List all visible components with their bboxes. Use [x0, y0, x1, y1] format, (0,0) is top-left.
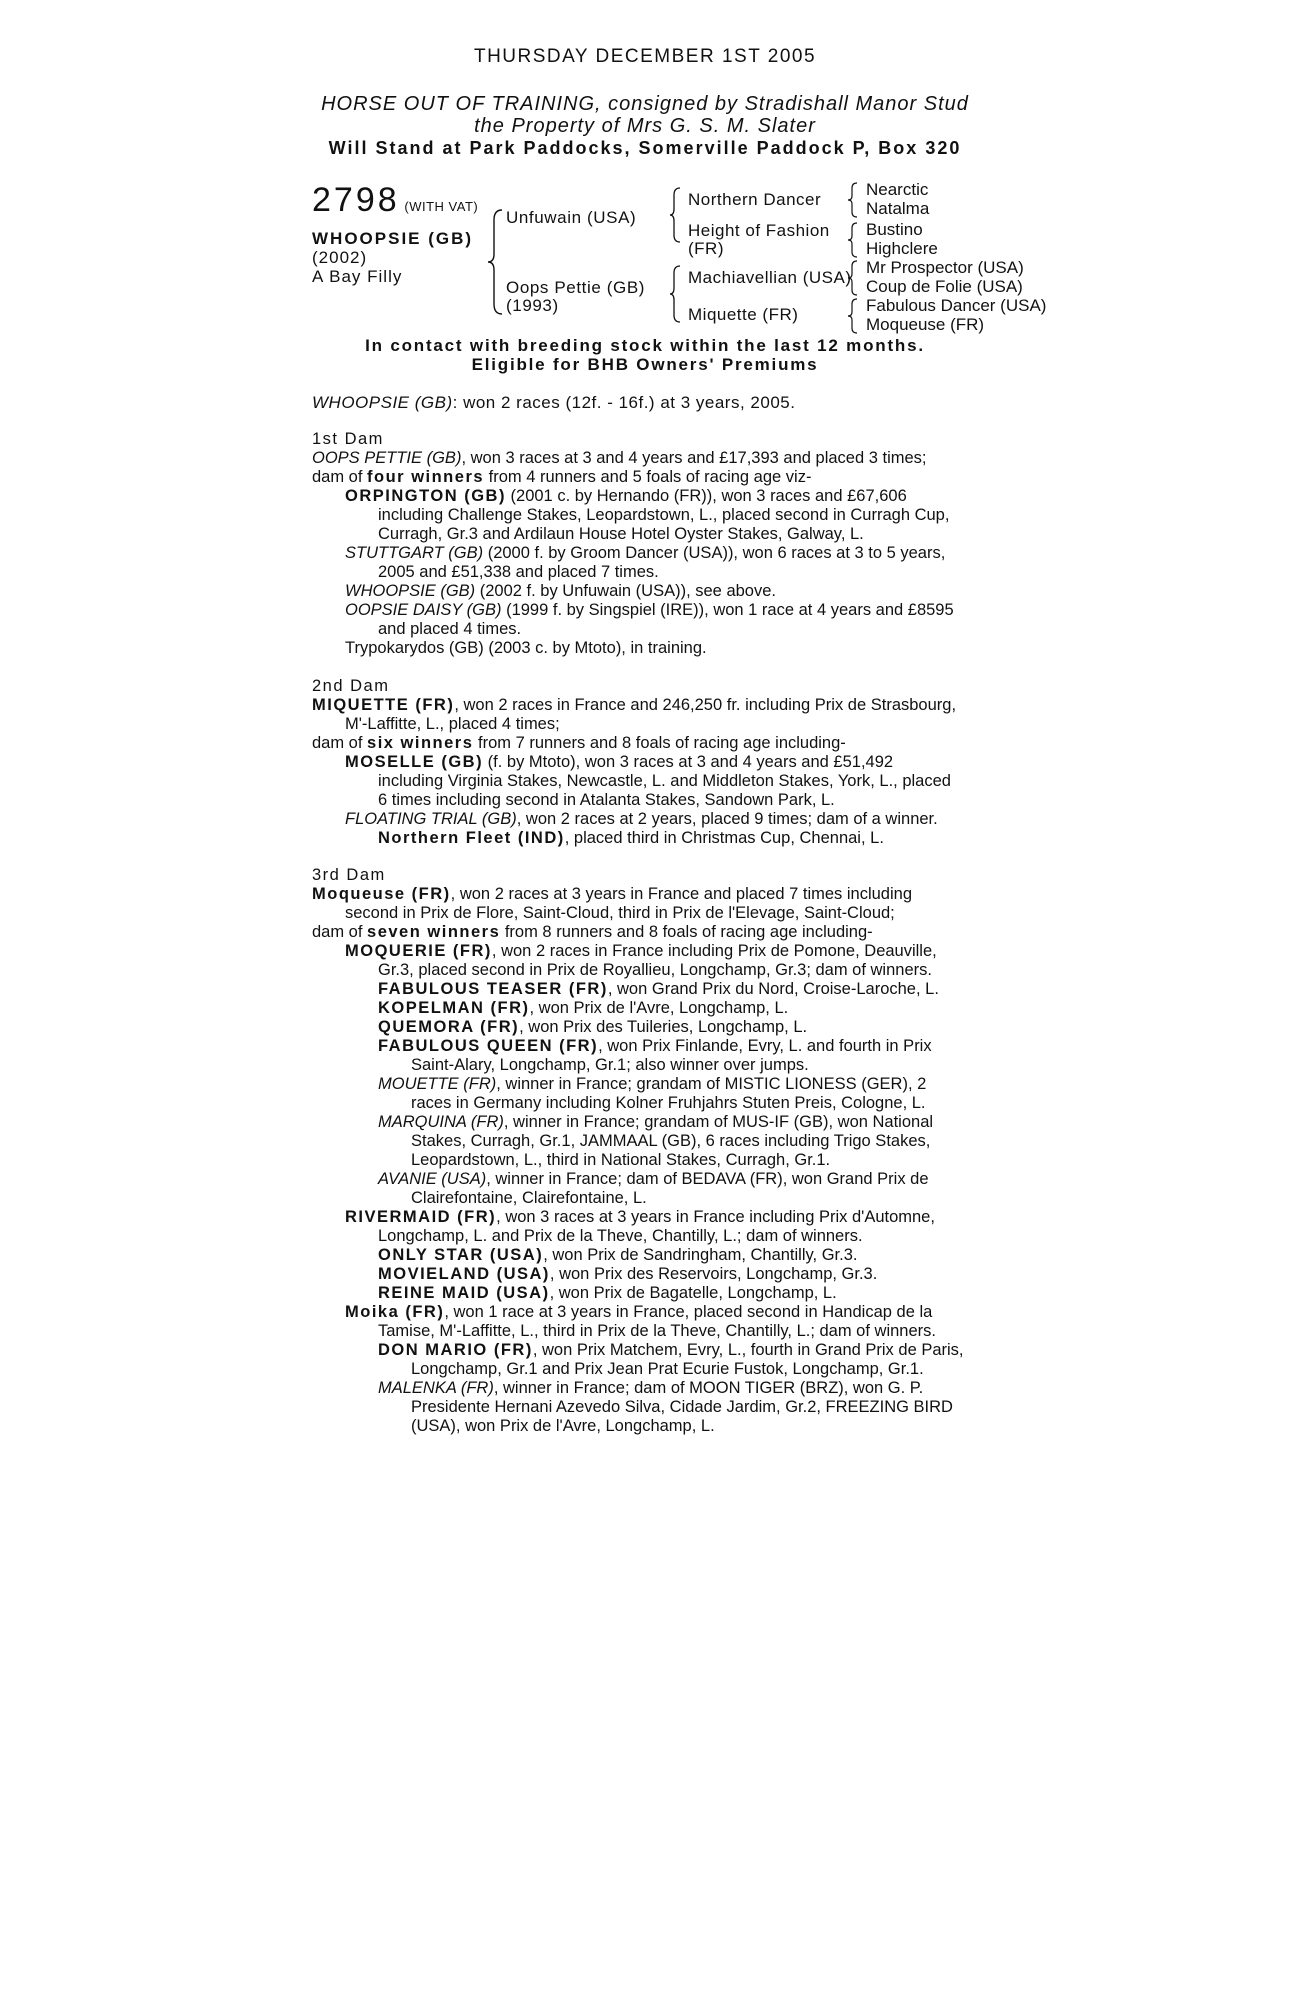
pedigree-g7: Fabulous Dancer (USA)	[866, 296, 1047, 315]
first-dam-heading: 1st Dam	[312, 430, 384, 448]
third-dam-winners: seven winners	[367, 923, 501, 941]
produce-entry	[312, 1341, 992, 1360]
pedigree-brace-4	[846, 181, 862, 219]
second-dam-record: , won 2 races in France and 246,250 fr. including Prix de Strasbourg,	[454, 696, 957, 714]
produce-text: Tamise, M'-Laffitte, L., third in Prix de la Theve, Chantilly, L.; dam of winners.	[378, 1322, 936, 1340]
produce-text: , won Prix des Reservoirs, Longchamp, Gr.3.	[549, 1265, 878, 1283]
third-dam-line	[312, 885, 992, 904]
produce-text: , won 3 races at 3 years in France including Prix d'Automne,	[496, 1208, 935, 1226]
pedigree-g1: Nearctic	[866, 180, 929, 199]
produce-text: , won Prix de Bagatelle, Longchamp, L.	[549, 1284, 837, 1302]
pedigree-sire-dam: Height of Fashion	[688, 221, 830, 240]
produce-entry	[312, 1360, 992, 1379]
pedigree-brace-3	[668, 264, 686, 324]
produce-entry	[312, 1151, 992, 1170]
produce-name: RIVERMAID (FR)	[345, 1208, 497, 1226]
third-dam-record: , won 2 races at 3 years in France and placed 7 times including	[450, 885, 913, 903]
first-dam-produce-line	[312, 468, 992, 487]
horse-year: (2002)	[312, 248, 368, 267]
produce-entry	[312, 1113, 992, 1132]
pedigree-brace-7	[846, 297, 862, 335]
pedigree-brace-5	[846, 221, 862, 259]
race-summary	[312, 393, 795, 412]
produce-name: ORPINGTON (GB)	[345, 487, 506, 505]
produce-entry	[312, 1227, 992, 1246]
second-dam-winners: six winners	[367, 734, 474, 752]
produce-entry	[312, 980, 992, 999]
produce-entry	[312, 1094, 992, 1113]
produce-entry: Trypokarydos (GB) (2003 c. by Mtoto), in training.	[345, 639, 707, 657]
produce-text: , won Prix Finlande, Evry, L. and fourth in Prix	[598, 1037, 932, 1055]
produce-text: (1999 f. by Singspiel (IRE)), won 1 race at 4 years and £8595	[501, 601, 954, 619]
produce-entry	[312, 753, 992, 772]
second-dam-section	[312, 677, 992, 848]
produce-text: 6 times including second in Atalanta Stakes, Sandown Park, L.	[378, 791, 835, 809]
first-dam-record: , won 3 races at 3 and 4 years and £17,393 and placed 3 times;	[461, 449, 927, 467]
pedigree-g2: Natalma	[866, 199, 930, 218]
produce-text: (2000 f. by Groom Dancer (USA)), won 6 races at 3 to 5 years,	[483, 544, 946, 562]
third-dam-produce-list	[312, 942, 992, 1436]
produce-text: , winner in France; grandam of MUS-IF (GB), won National	[503, 1113, 934, 1131]
third-dam-name: Moqueuse (FR)	[312, 885, 451, 903]
produce-entry	[312, 961, 992, 980]
produce-text: , placed third in Christmas Cup, Chennai, L.	[564, 829, 884, 847]
produce-text: (2001 c. by Hernando (FR)), won 3 races and £67,606	[505, 487, 907, 505]
horse-description: A Bay Filly	[312, 267, 403, 286]
second-dam-name: MIQUETTE (FR)	[312, 696, 455, 714]
produce-entry	[312, 1132, 992, 1151]
produce-entry	[312, 1246, 992, 1265]
pedigree-sire: Unfuwain (USA)	[506, 208, 637, 227]
pedigree-sire-sire: Northern Dancer	[688, 190, 822, 209]
produce-text: Longchamp, Gr.1 and Prix Jean Prat Ecurie Fustok, Longchamp, Gr.1.	[411, 1360, 924, 1378]
produce-entry	[312, 1018, 992, 1037]
third-dam-produce-pre: dam of	[312, 923, 368, 941]
third-dam-produce-post: from 8 runners and 8 foals of racing age including-	[500, 923, 873, 941]
produce-text: , won Grand Prix du Nord, Croise-Laroche, L.	[607, 980, 939, 998]
produce-text: , won Prix de Sandringham, Chantilly, Gr.3.	[543, 1246, 858, 1264]
produce-text: , winner in France; grandam of MISTIC LIONESS (GER), 2	[496, 1075, 927, 1093]
produce-entry	[312, 1284, 992, 1303]
produce-name: OOPSIE DAISY (GB)	[345, 601, 502, 619]
property-line: the Property of Mrs G. S. M. Slater	[474, 115, 816, 137]
second-dam-line	[312, 696, 992, 715]
eligibility-note: Eligible for BHB Owners' Premiums	[471, 355, 819, 374]
first-dam-section	[312, 430, 992, 658]
third-dam-heading: 3rd Dam	[312, 866, 386, 884]
lot-vat: (WITH VAT)	[404, 199, 479, 214]
first-dam-name: OOPS PETTIE (GB)	[312, 449, 462, 467]
produce-entry	[312, 1056, 992, 1075]
produce-text: , won 1 race at 3 years in France, placed second in Handicap de la	[444, 1303, 933, 1321]
produce-entry	[312, 1379, 992, 1398]
produce-name: Northern Fleet (IND)	[378, 829, 565, 847]
produce-name: STUTTGART (GB)	[345, 544, 484, 562]
first-dam-line	[312, 449, 992, 468]
produce-text: including Challenge Stakes, Leopardstown, L., placed second in Curragh Cup,	[378, 506, 950, 524]
produce-name: FABULOUS TEASER (FR)	[378, 980, 608, 998]
second-dam-produce-pre: dam of	[312, 734, 368, 752]
produce-entry	[312, 1075, 992, 1094]
pedigree-g6: Coup de Folie (USA)	[866, 277, 1023, 296]
produce-text: Clairefontaine, Clairefontaine, L.	[411, 1189, 647, 1207]
produce-name: MOQUERIE (FR)	[345, 942, 492, 960]
pedigree-g8: Moqueuse (FR)	[866, 315, 985, 334]
produce-text: and placed 4 times.	[378, 620, 522, 638]
summary-text: : won 2 races (12f. - 16f.) at 3 years, 2005.	[452, 393, 796, 412]
first-dam-winners: four winners	[367, 468, 485, 486]
produce-text: (USA), won Prix de l'Avre, Longchamp, L.	[411, 1417, 715, 1435]
third-dam-record-cont: second in Prix de Flore, Saint-Cloud, third in Prix de l'Elevage, Saint-Cloud;	[345, 904, 895, 922]
second-dam-record-cont: M'-Laffitte, L., placed 4 times;	[345, 715, 560, 733]
second-dam-produce-line	[312, 734, 992, 753]
produce-text: , won Prix des Tuileries, Longchamp, L.	[519, 1018, 808, 1036]
produce-name: REINE MAID (USA)	[378, 1284, 550, 1302]
produce-name: MOSELLE (GB)	[345, 753, 484, 771]
produce-entry	[312, 1398, 992, 1417]
produce-entry	[312, 810, 992, 829]
produce-text: 2005 and £51,338 and placed 7 times.	[378, 563, 659, 581]
pedigree-dam-year: (1993)	[506, 296, 559, 315]
produce-text: Presidente Hernani Azevedo Silva, Cidade Jardim, Gr.2, FREEZING BIRD	[411, 1398, 953, 1416]
produce-text: Longchamp, L. and Prix de la Theve, Chantilly, L.; dam of winners.	[378, 1227, 863, 1245]
second-dam-heading: 2nd Dam	[312, 677, 390, 695]
produce-entry	[312, 544, 992, 563]
produce-name: AVANIE (USA)	[378, 1170, 487, 1188]
produce-name: MOVIELAND (USA)	[378, 1265, 550, 1283]
produce-entry	[312, 1417, 992, 1436]
first-dam-produce-pre: dam of	[312, 468, 368, 486]
stand-line: Will Stand at Park Paddocks, Somerville Paddock P, Box 320	[328, 138, 962, 158]
pedigree-brace-2	[668, 186, 686, 244]
produce-text: races in Germany including Kolner Fruhjahrs Stuten Preis, Cologne, L.	[411, 1094, 926, 1112]
lot-number-block	[312, 182, 478, 218]
produce-entry	[312, 1208, 992, 1227]
first-dam-produce-post: from 4 runners and 5 foals of racing age viz-	[484, 468, 812, 486]
pedigree-g3: Bustino	[866, 220, 923, 239]
produce-name: MOUETTE (FR)	[378, 1075, 497, 1093]
produce-name: FLOATING TRIAL (GB)	[345, 810, 517, 828]
third-dam-produce-line	[312, 923, 992, 942]
produce-text: including Virginia Stakes, Newcastle, L. and Middleton Stakes, York, L., placed	[378, 772, 951, 790]
produce-text: (2002 f. by Unfuwain (USA)), see above.	[475, 582, 776, 600]
produce-entry	[312, 1189, 992, 1208]
consignor-line: HORSE OUT OF TRAINING, consigned by Stradishall Manor Stud	[321, 93, 969, 115]
produce-name: DON MARIO (FR)	[378, 1341, 533, 1359]
pedigree-dam-sire: Machiavellian (USA)	[688, 268, 852, 287]
produce-entry	[312, 1322, 992, 1341]
produce-name: KOPELMAN (FR)	[378, 999, 530, 1017]
lot-number: 2798	[312, 181, 400, 219]
produce-entry	[312, 1303, 992, 1322]
produce-entry	[312, 942, 992, 961]
produce-text: Gr.3, placed second in Prix de Royallieu, Longchamp, Gr.3; dam of winners.	[378, 961, 932, 979]
produce-text: Saint-Alary, Longchamp, Gr.1; also winner over jumps.	[411, 1056, 809, 1074]
produce-text: Curragh, Gr.3 and Ardilaun House Hotel Oyster Stakes, Galway, L.	[378, 525, 864, 543]
produce-name: MALENKA (FR)	[378, 1379, 494, 1397]
produce-text: (f. by Mtoto), won 3 races at 3 and 4 years and £51,492	[483, 753, 894, 771]
pedigree-sire-dam-country: (FR)	[688, 239, 724, 258]
produce-text: Leopardstown, L., third in National Stakes, Curragh, Gr.1.	[411, 1151, 831, 1169]
produce-entry	[312, 1265, 992, 1284]
produce-text: , won 2 races at 2 years, placed 9 times; dam of a winner.	[516, 810, 938, 828]
breeding-contact-note: In contact with breeding stock within the last 12 months.	[365, 336, 925, 355]
produce-name: QUEMORA (FR)	[378, 1018, 520, 1036]
produce-entry	[312, 1037, 992, 1056]
pedigree-brace-1	[486, 208, 508, 316]
produce-entry	[312, 487, 992, 506]
produce-text: , won 2 races in France including Prix de Pomone, Deauville,	[491, 942, 937, 960]
produce-entry	[312, 1170, 992, 1189]
produce-entry	[312, 829, 992, 848]
pedigree-g4: Highclere	[866, 239, 938, 258]
third-dam-section	[312, 866, 992, 1436]
sale-date: THURSDAY DECEMBER 1ST 2005	[473, 46, 817, 67]
pedigree-brace-6	[846, 259, 862, 297]
pedigree-g5: Mr Prospector (USA)	[866, 258, 1024, 277]
second-dam-produce-post: from 7 runners and 8 foals of racing age including-	[473, 734, 846, 752]
pedigree-dam-dam: Miquette (FR)	[688, 305, 799, 324]
produce-text: , won Prix Matchem, Evry, L., fourth in Grand Prix de Paris,	[532, 1341, 964, 1359]
produce-name: Moika (FR)	[345, 1303, 445, 1321]
produce-text: Stakes, Curragh, Gr.1, JAMMAAL (GB), 6 races including Trigo Stakes,	[411, 1132, 931, 1150]
produce-entry	[312, 582, 992, 601]
pedigree-dam: Oops Pettie (GB)	[506, 278, 646, 297]
produce-entry	[312, 999, 992, 1018]
summary-horse-name: WHOOPSIE (GB)	[312, 393, 453, 412]
produce-text: , winner in France; dam of BEDAVA (FR), won Grand Prix de	[486, 1170, 929, 1188]
produce-name: WHOOPSIE (GB)	[345, 582, 476, 600]
produce-name: ONLY STAR (USA)	[378, 1246, 544, 1264]
produce-text: , won Prix de l'Avre, Longchamp, L.	[529, 999, 789, 1017]
produce-name: FABULOUS QUEEN (FR)	[378, 1037, 599, 1055]
horse-name: WHOOPSIE (GB)	[312, 229, 474, 248]
produce-name: MARQUINA (FR)	[378, 1113, 504, 1131]
produce-text: , winner in France; dam of MOON TIGER (BRZ), won G. P.	[493, 1379, 924, 1397]
produce-entry	[312, 601, 992, 620]
